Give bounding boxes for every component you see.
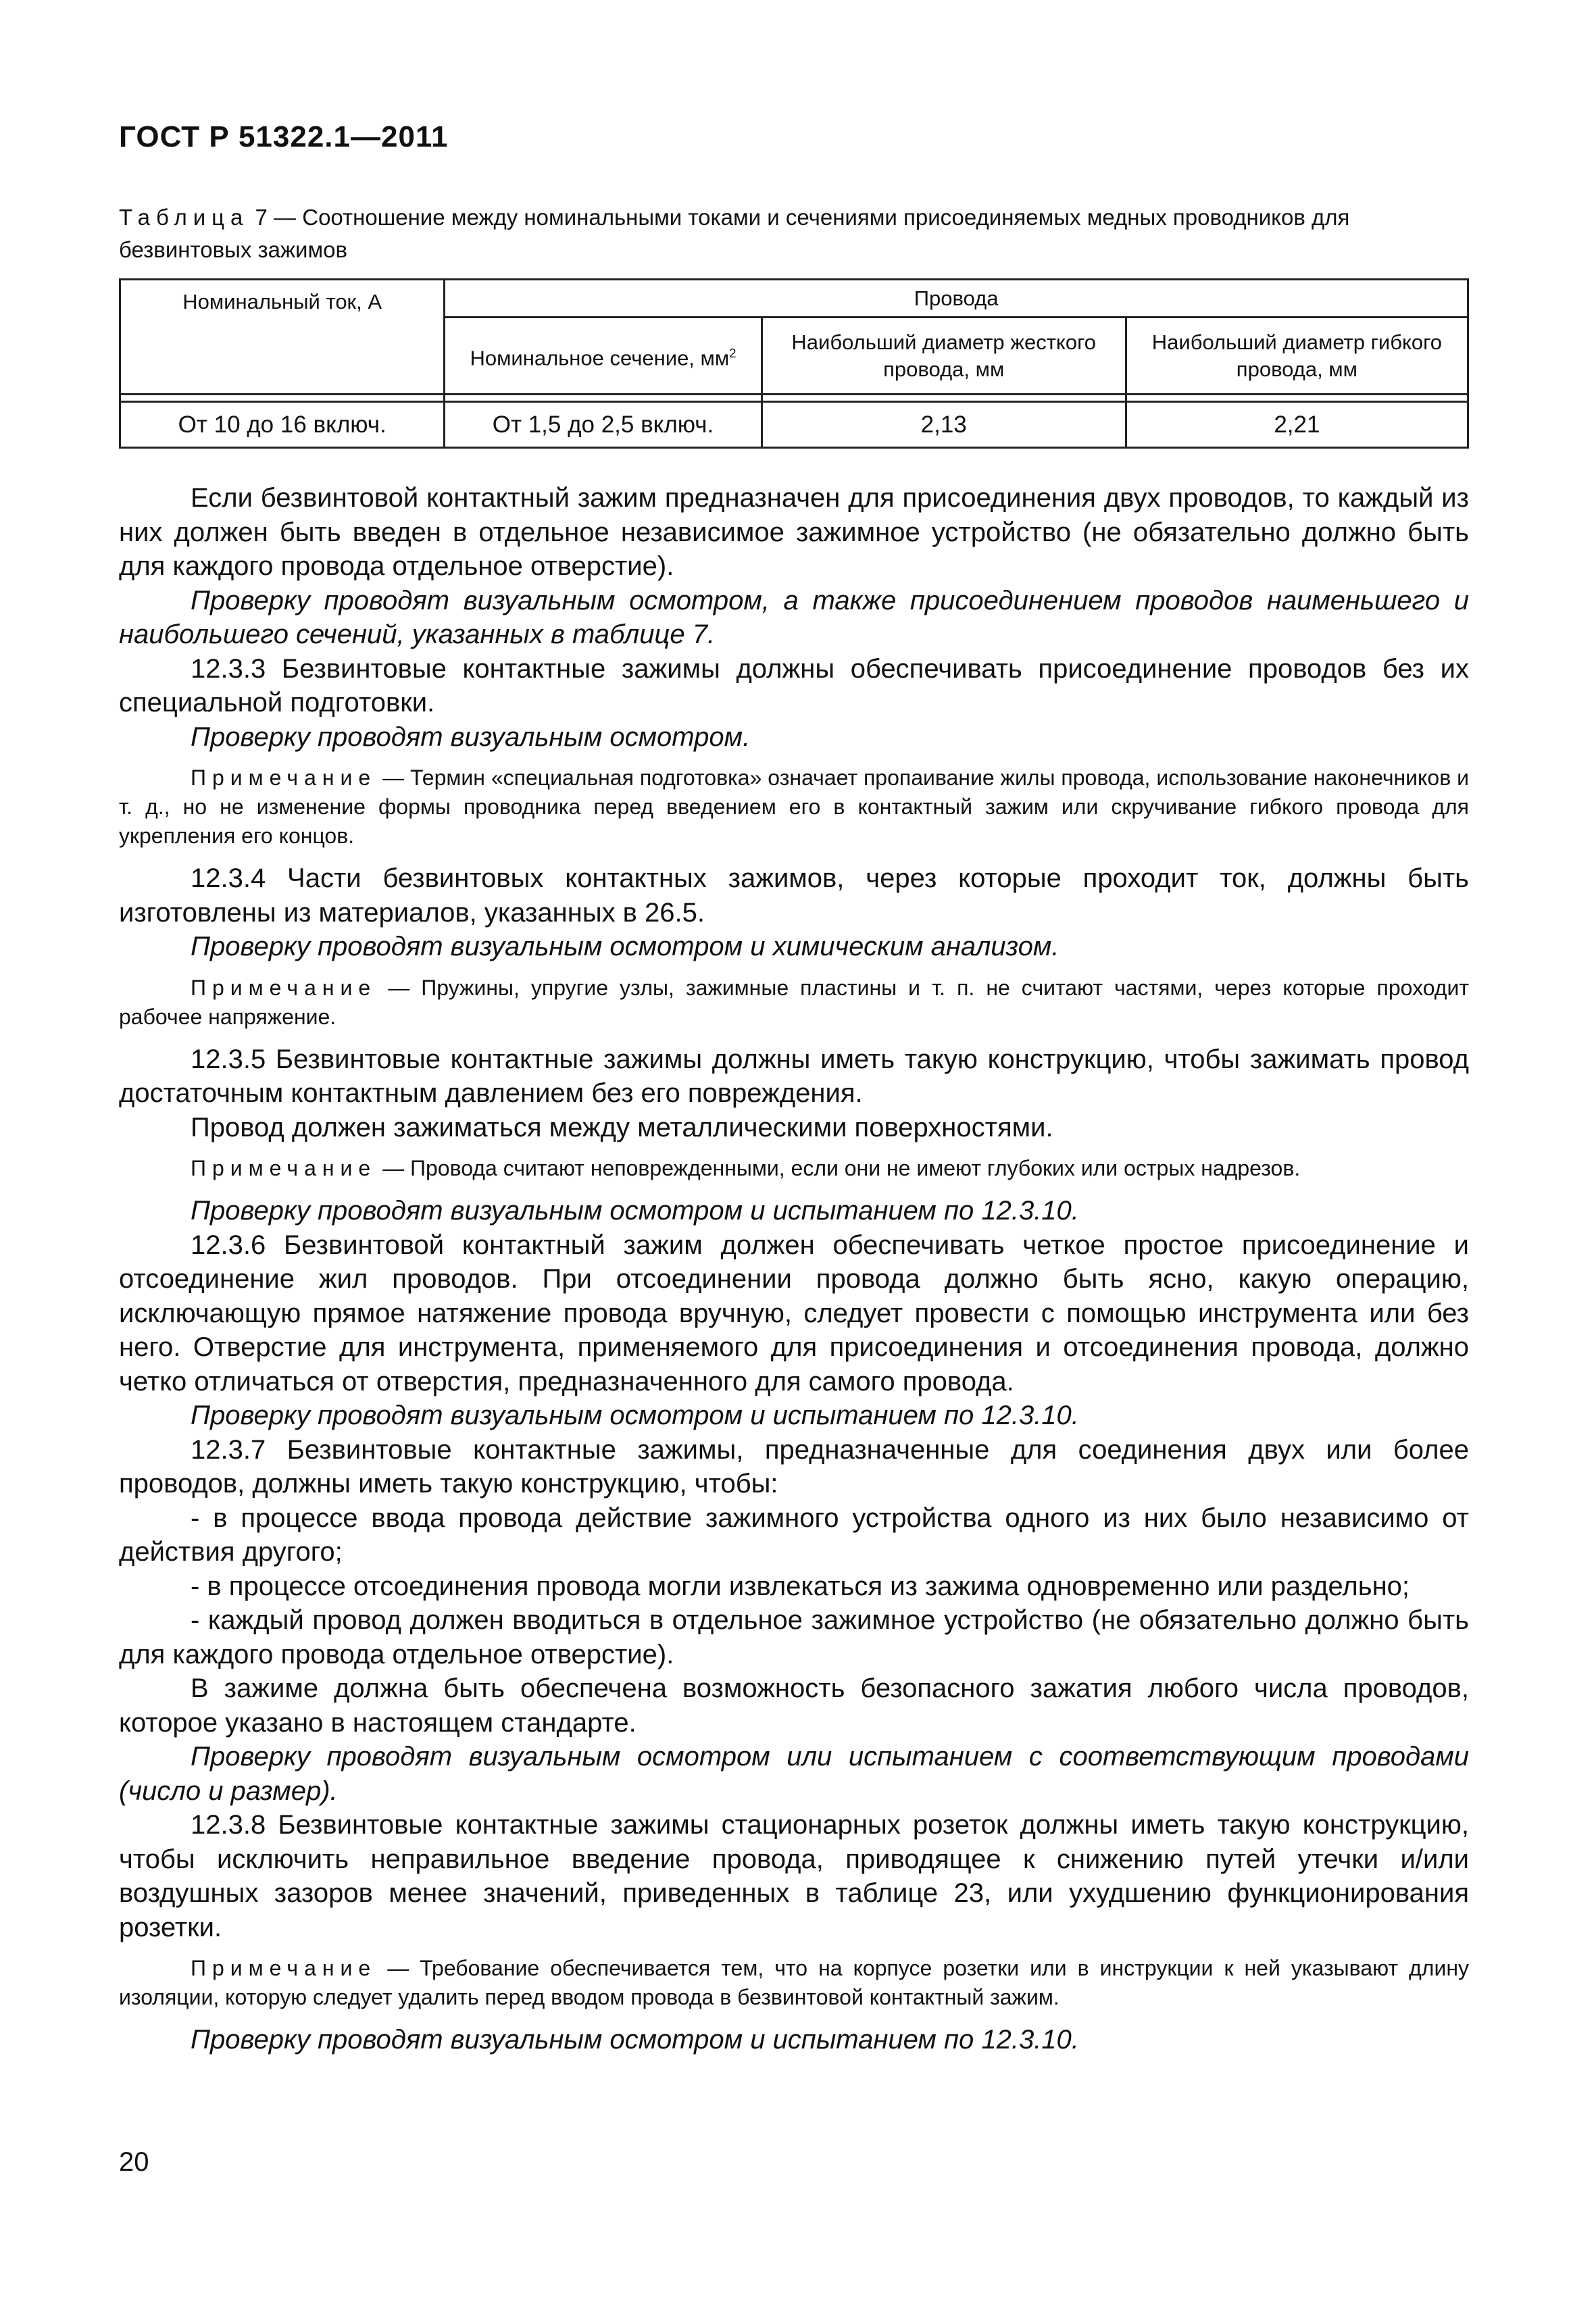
table-header-current: Номинальный ток, А	[120, 280, 445, 395]
check-paragraph: Проверку проводят визуальным осмотром.	[191, 722, 751, 752]
note-label: Примечание	[191, 1956, 377, 1980]
list-item: - в процессе отсоединения провода могли извлекаться из зажима одновременно или раздельно;	[191, 1571, 1410, 1601]
document-body	[119, 481, 1469, 2057]
note	[119, 974, 1469, 1032]
table-cell-flexible: 2,21	[1126, 402, 1468, 448]
note	[119, 763, 1469, 851]
clause-12-3-7: 12.3.7 Безвинтовые контактные зажимы, предназначенные для соединения двух или более проводов, должны иметь такую конструкцию, чтобы:	[119, 1434, 1469, 1499]
clause-12-3-3: 12.3.3 Безвинтовые контактные зажимы должны обеспечивать присоединение проводов без их специальной подготовки.	[119, 653, 1469, 718]
clause-12-3-4: 12.3.4 Части безвинтовых контактных зажимов, через которые проходит ток, должны быть изготовлены из материалов, указанных в 26.5.	[119, 863, 1469, 928]
note	[119, 1154, 1469, 1183]
table-cell-rigid: 2,13	[762, 402, 1126, 448]
check-paragraph: Проверку проводят визуальным осмотром и химическим анализом.	[191, 932, 1059, 961]
conductor-table	[119, 278, 1469, 449]
note-text: — Требование обеспечивается тем, что на корпусе розетки или в инструкции к ней указывают длину изоляции, которую следует удалить перед вводом провода в безвинтовой контактный зажим.	[119, 1956, 1469, 2009]
paragraph: Провод должен зажиматься между металлическими поверхностями.	[191, 1112, 1053, 1142]
clause-12-3-8: 12.3.8 Безвинтовые контактные зажимы стационарных розеток должны иметь такую конструкцию, чтобы исключить неправильное введение провода, приводящее к снижению путей утечки и/или воздушных зазоров менее значений, приведенных в таблице 23, или ухудшению функционирования розетки.	[119, 1810, 1469, 1942]
table-caption-label: Таблица	[119, 205, 249, 230]
check-paragraph: Проверку проводят визуальным осмотром и испытанием по 12.3.10.	[191, 1196, 1079, 1226]
check-paragraph: Проверку проводят визуальным осмотром и испытанием по 12.3.10.	[191, 1401, 1079, 1430]
check-paragraph: Проверку проводят визуальным осмотром, а также присоединением проводов наименьшего и наибольшего сечений, указанных в таблице 7.	[119, 585, 1469, 649]
note-label: Примечание	[191, 975, 377, 1000]
page-number: 20	[119, 2147, 149, 2177]
check-paragraph: Проверку проводят визуальным осмотром или испытанием с соответствующим проводами (число и размер).	[119, 1742, 1469, 1806]
note-label: Примечание	[191, 765, 377, 790]
note	[119, 1954, 1469, 2012]
clause-12-3-6: 12.3.6 Безвинтовой контактный зажим должен обеспечивать четкое простое присоединение и отсоединение жил проводов. При отсоединении провода должно быть ясно, какую операцию, исключающую прямое натяжение провода вручную, следует провести с помощью инструмента или без него. Отверстие для инструмента, применяемого для присоединения и отсоединения провода, должно четко отличаться от отверстия, предназначенного для самого провода.	[119, 1230, 1469, 1397]
list-item: - каждый провод должен вводиться в отдельное зажимное устройство (не обязательно должно быть для каждого провода отдельное отверстие).	[119, 1605, 1469, 1669]
note-label: Примечание	[191, 1156, 377, 1180]
table-header-wires: Провода	[445, 280, 1468, 318]
paragraph: Если безвинтовой контактный зажим предназначен для присоединения двух проводов, то каждый из них должен быть введен в отдельное независимое зажимное устройство (не обязательно должно быть для каждого провода отдельное отверстие).	[119, 483, 1469, 581]
table-header-rigid-diameter: Наибольший диаметр жесткого провода, мм	[762, 318, 1126, 395]
table-caption-text: 7 — Соотношение между номинальными токами и сечениями присоединяемых медных проводников для безвинтовых зажимов	[119, 205, 1350, 262]
note-text: — Пружины, упругие узлы, зажимные пластины и т. п. не считают частями, через которые проходит рабочее напряжение.	[119, 975, 1469, 1029]
note-text: — Провода считают неповрежденными, если они не имеют глубоких или острых надрезов.	[376, 1156, 1301, 1180]
clause-12-3-5: 12.3.5 Безвинтовые контактные зажимы должны иметь такую конструкцию, чтобы зажимать провод достаточным контактным давлением без его повреждения.	[119, 1044, 1469, 1108]
table-header-section: Номинальное сечение, $мм^2$	[445, 318, 762, 395]
table-row	[120, 402, 1468, 448]
check-paragraph: Проверку проводят визуальным осмотром и испытанием по 12.3.10.	[191, 2025, 1079, 2055]
table-cell-current: От 10 до 16 включ.	[120, 402, 445, 448]
table-cell-section: От 1,5 до 2,5 включ.	[445, 402, 762, 448]
document-header: ГОСТ Р 51322.1—2011	[119, 120, 449, 153]
table-header-flexible-diameter: Наибольший диаметр гибкого провода, мм	[1126, 318, 1468, 395]
paragraph: В зажиме должна быть обеспечена возможность безопасного зажатия любого числа проводов, которое указано в настоящем стандарте.	[119, 1674, 1469, 1738]
list-item: - в процессе ввода провода действие зажимного устройства одного из них было независимо от действия другого;	[119, 1503, 1469, 1567]
note-text: — Термин «специальная подготовка» означает пропаивание жилы провода, использование наконечников и т. д., но не изменение формы проводника перед введением его в контактный зажим или скручивание гибкого провода для укрепления его концов.	[119, 765, 1469, 848]
table-caption	[119, 201, 1469, 266]
